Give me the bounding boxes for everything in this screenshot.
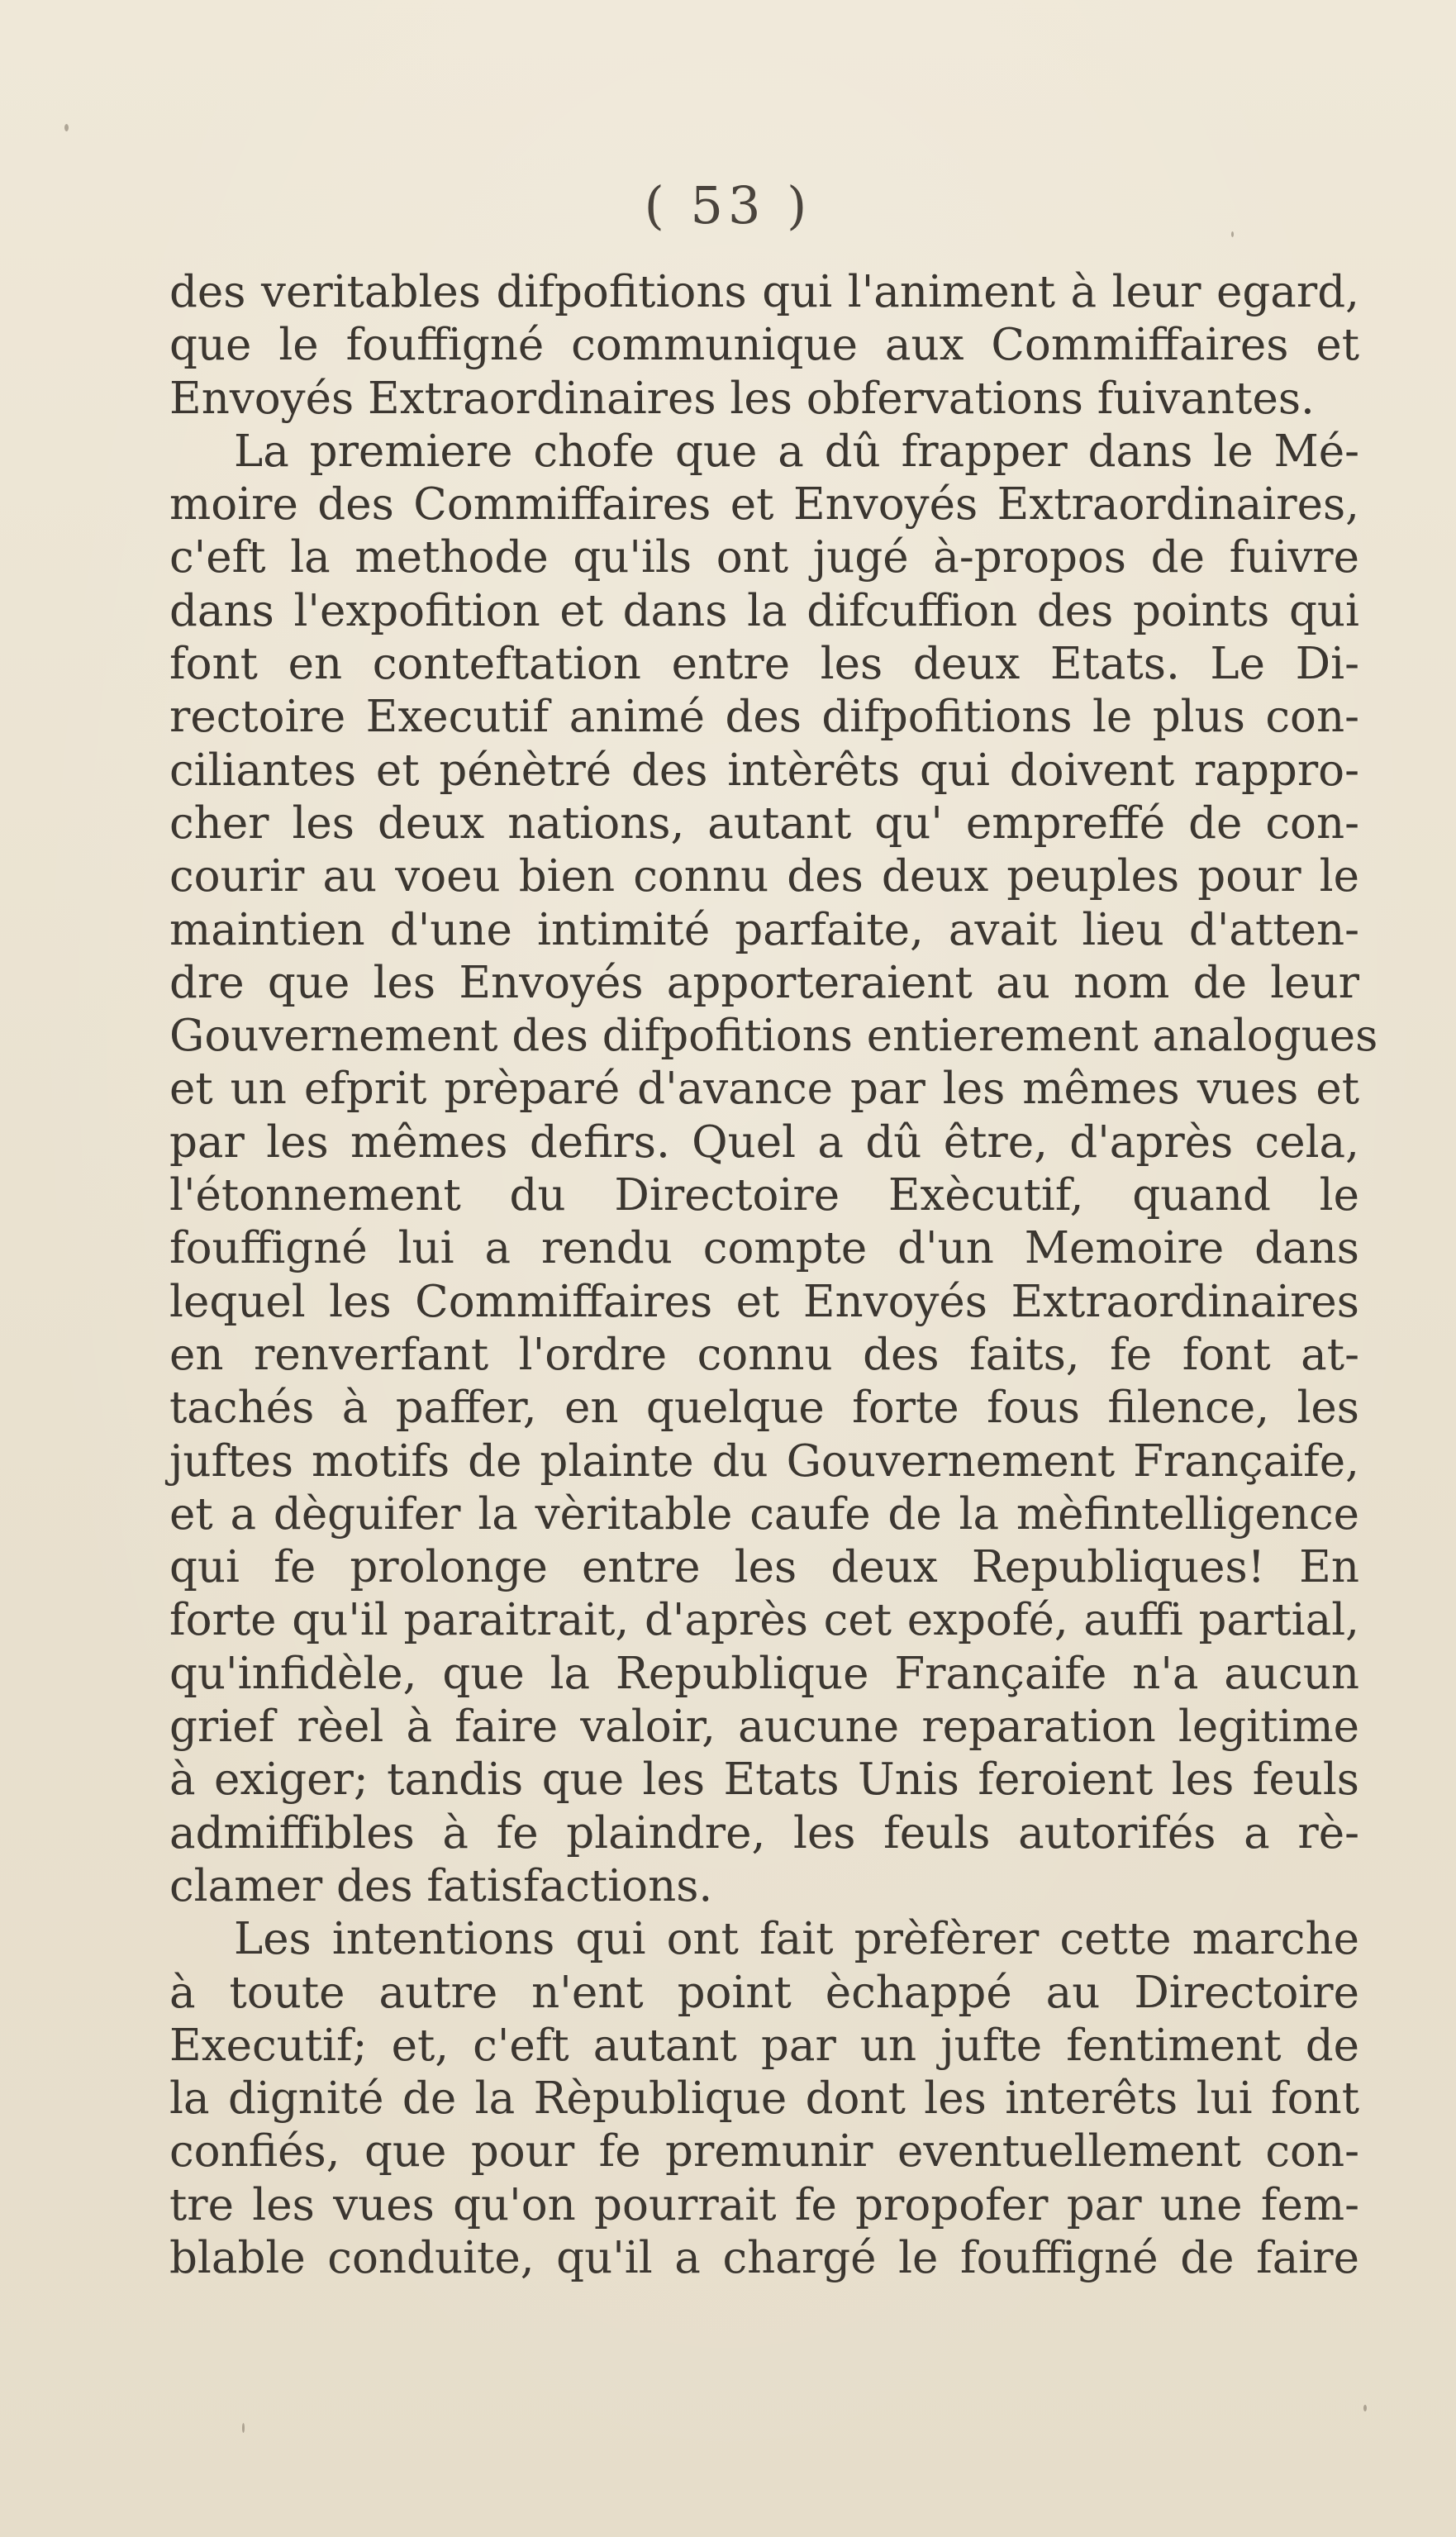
paper-speck	[1363, 2405, 1367, 2411]
text-line: maintien d'une intimité parfaite, avait lieu d'atten-	[169, 904, 1359, 955]
text-line: Gouvernement des difpofitions entierement analogues	[169, 1011, 1378, 1062]
text-line: c'eft la methode qu'ils ont jugé à-propos de fuivre	[169, 532, 1359, 583]
text-line: moire des Commiffaires et Envoyés Extraordinaires,	[169, 479, 1359, 531]
text-line: la dignité de la Rèpublique dont les interêts lui font	[169, 2073, 1359, 2125]
text-line: et a dèguifer la vèritable caufe de la mèfintelligence	[169, 1488, 1359, 1540]
text-line: confiés, que pour fe premunir eventuellement con-	[169, 2126, 1359, 2178]
text-line: admiffibles à fe plaindre, les feuls autorifés a rè-	[169, 1807, 1359, 1859]
text-line: qu'infidèle, que la Republique Françaife n'a aucun	[169, 1648, 1359, 1699]
text-line: forte qu'il paraitrait, d'après cet expofé, auffi partial,	[169, 1595, 1359, 1646]
text-line: l'étonnement du Directoire Exècutif, quand le	[169, 1170, 1359, 1221]
text-line: à exiger; tandis que les Etats Unis feroient les feuls	[169, 1754, 1359, 1806]
text-line: cher les deux nations, autant qu' empreffé de con-	[169, 797, 1359, 849]
text-line: dans l'expofition et dans la difcuffion des points qui	[169, 585, 1359, 636]
page-number: ( 53 )	[644, 175, 812, 236]
text-line: des veritables difpofitions qui l'animent à leur egard,	[169, 267, 1359, 317]
text-line: font en conteftation entre les deux Etats. Le Di-	[169, 639, 1359, 690]
text-line: courir au voeu bien connu des deux peuples pour le	[169, 851, 1359, 902]
text-line: Les intentions qui ont fait prèfèrer cette marche	[234, 1914, 1359, 1965]
text-line: dre que les Envoyés apporteraient au nom de leur	[169, 957, 1359, 1008]
text-line: tre les vues qu'on pourrait fe propofer par une fem-	[169, 2179, 1359, 2230]
text-line: par les mêmes defirs. Quel a dû être, d'après cela,	[169, 1116, 1359, 1168]
text-line: clamer des fatisfactions.	[169, 1860, 713, 1911]
paper-speck	[64, 124, 69, 131]
text-line: fouffigné lui a rendu compte d'un Memoire dans	[169, 1223, 1359, 1274]
text-line: tachés à paffer, en quelque forte fous filence, les	[169, 1383, 1359, 1434]
text-line: juftes motifs de plainte du Gouvernement Françaife,	[169, 1435, 1359, 1487]
text-line: que le fouffigné communique aux Commiffaires et	[169, 320, 1359, 371]
text-line: blable conduite, qu'il a chargé le fouffigné de faire	[169, 2232, 1359, 2283]
text-line: lequel les Commiffaires et Envoyés Extraordinaires	[169, 1276, 1359, 1327]
text-line: en renverfant l'ordre connu des faits, fe font at-	[169, 1329, 1359, 1380]
text-line: grief rèel à faire valoir, aucune reparation legitime	[169, 1702, 1359, 1753]
text-line: rectoire Executif animé des difpofitions le plus con-	[169, 692, 1359, 743]
text-line: Executif; et, c'eft autant par un jufte fentiment de	[169, 2020, 1359, 2071]
text-line: Envoyés Extraordinaires les obfervations fuivantes.	[169, 373, 1315, 424]
paper-speck	[1231, 231, 1234, 237]
text-line: La premiere chofe que a dû frapper dans le Mé-	[234, 426, 1359, 477]
text-line: ciliantes et pénètré des intèrêts qui doivent rappro-	[169, 745, 1359, 796]
body-text	[169, 266, 1378, 2285]
text-line: à toute autre n'ent point èchappé au Directoire	[169, 1967, 1359, 2018]
text-line: qui fe prolonge entre les deux Republiques! En	[169, 1542, 1359, 1593]
text-line: et un efprit prèparé d'avance par les mêmes vues et	[169, 1064, 1359, 1115]
paper-speck	[242, 2423, 245, 2433]
